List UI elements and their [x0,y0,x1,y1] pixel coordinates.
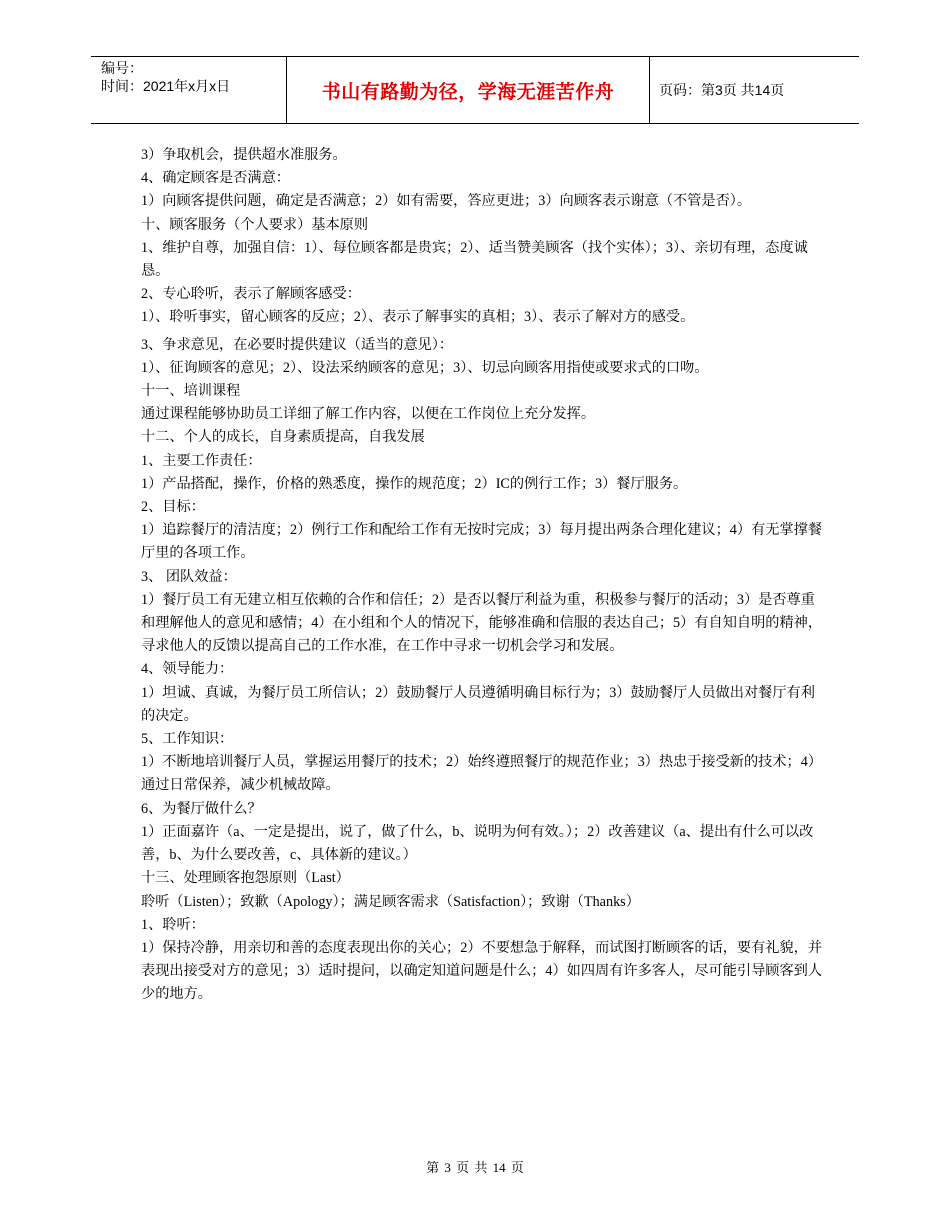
header-motto: 书山有路勤为径，学海无涯苦作舟 [321,81,615,103]
section-heading: 十一、培训课程 [141,383,241,400]
paragraph: 1）、聆听事实，留心顾客的反应；2）、表示了解事实的真相；3）、表示了解对方的感受。 [141,309,695,326]
paragraph: 4、领导能力： [141,661,234,678]
section-heading: 十、顾客服务（个人要求）基本原则 [141,216,369,233]
paragraph: 1）餐厅员工有无建立相互依赖的合作和信任；2）是否以餐厅利益为重，积极参与餐厅的活动；3）是否尊重和理解他人的意见和感情；4）在小组和个人的情况下，能够准确和信服的表达自己；5）有自知自明的精神，寻求他人的反馈以提高自己的工作水准，在工作中寻求一切机会学习和发展。 [141,591,823,655]
paragraph: 3、争求意见，在必要时提供建议（适当的意见）： [141,336,454,353]
paragraph: 1）产品搭配，操作，价格的熟悉度，操作的规范度；2）IC的例行工作；3）餐厅服务。 [141,475,688,492]
paragraph: 聆听（Listen）；致歉（Apology）；满足顾客需求（Satisfaction）；致谢（Thanks） [141,893,640,910]
paragraph: 1）保持冷静，用亲切和善的态度表现出你的关心；2）不要想急于解释，而试图打断顾客的话，要有礼貌，并表现出接受对方的意见；3）适时提问，以确定知道问题是什么；4）如四周有许多客人，尽可能引导顾客到人少的地方。 [141,939,823,1003]
paragraph: 2、目标： [141,499,205,516]
document-body [141,144,823,1007]
paragraph: 5、工作知识： [141,731,234,748]
paragraph: 3、 团队效益： [141,568,237,585]
paragraph: 1）向顾客提供问题，确定是否满意；2）如有需要，答应更进；3）向顾客表示谢意（不管是否）。 [141,193,752,210]
page-footer: 第 3 页 共 14 页 [426,1160,524,1175]
paragraph: 1、聆听： [141,916,205,933]
paragraph: 1）追踪餐厅的清洁度；2）例行工作和配给工作有无按时完成；3）每月提出两条合理化建议；4）有无掌撑餐厅里的各项工作。 [141,522,823,562]
time-label: 时间：2021年x月x日 [101,78,231,94]
paragraph: 1）正面嘉许（a、一定是提出，说了，做了什么，b、说明为何有效。）；2）改善建议（a、提出有什么可以改善，b、为什么要改善，c、具体新的建议。） [141,823,814,864]
page-header [91,56,859,124]
section-heading: 十二、个人的成长，自身素质提高，自我发展 [141,429,425,446]
paragraph: 4、确定顾客是否满意： [141,170,290,187]
paragraph: 1）、征询顾客的意见；2）、设法采纳顾客的意见；3）、切忌向顾客用指使或要求式的口吻。 [141,359,709,376]
header-meta [101,59,285,95]
paragraph: 1）坦诚、真诚，为餐厅员工所信认；2）鼓励餐厅人员遵循明确目标行为；3）鼓励餐厅人员做出对餐厅有利的决定。 [141,684,815,724]
paragraph: 1、维护自尊，加强自信：1）、每位顾客都是贵宾；2）、适当赞美顾客（找个实体）；3）、亲切有理，态度诚恳。 [141,239,808,280]
paragraph: 3）争取机会，提供超水准服务。 [141,147,347,163]
number-label: 编号： [101,60,143,76]
paragraph: 6、为餐厅做什么？ [141,800,262,817]
header-page-info: 页码：第3页 共14页 [659,82,785,98]
paragraph: 1、主要工作责任： [141,452,262,469]
paragraph: 通过课程能够协助员工详细了解工作内容，以便在工作岗位上充分发挥。 [141,406,596,423]
paragraph: 1）不断地培训餐厅人员，掌握运用餐厅的技术；2）始终遵照餐厅的规范作业；3）热忠于接受新的技术；4）通过日常保养，减少机械故障。 [141,754,823,794]
header-divider-right [649,57,650,123]
section-heading: 十三、处理顾客抱怨原则（Last） [141,870,350,887]
paragraph: 2、专心聆听，表示了解顾客感受： [141,286,361,303]
